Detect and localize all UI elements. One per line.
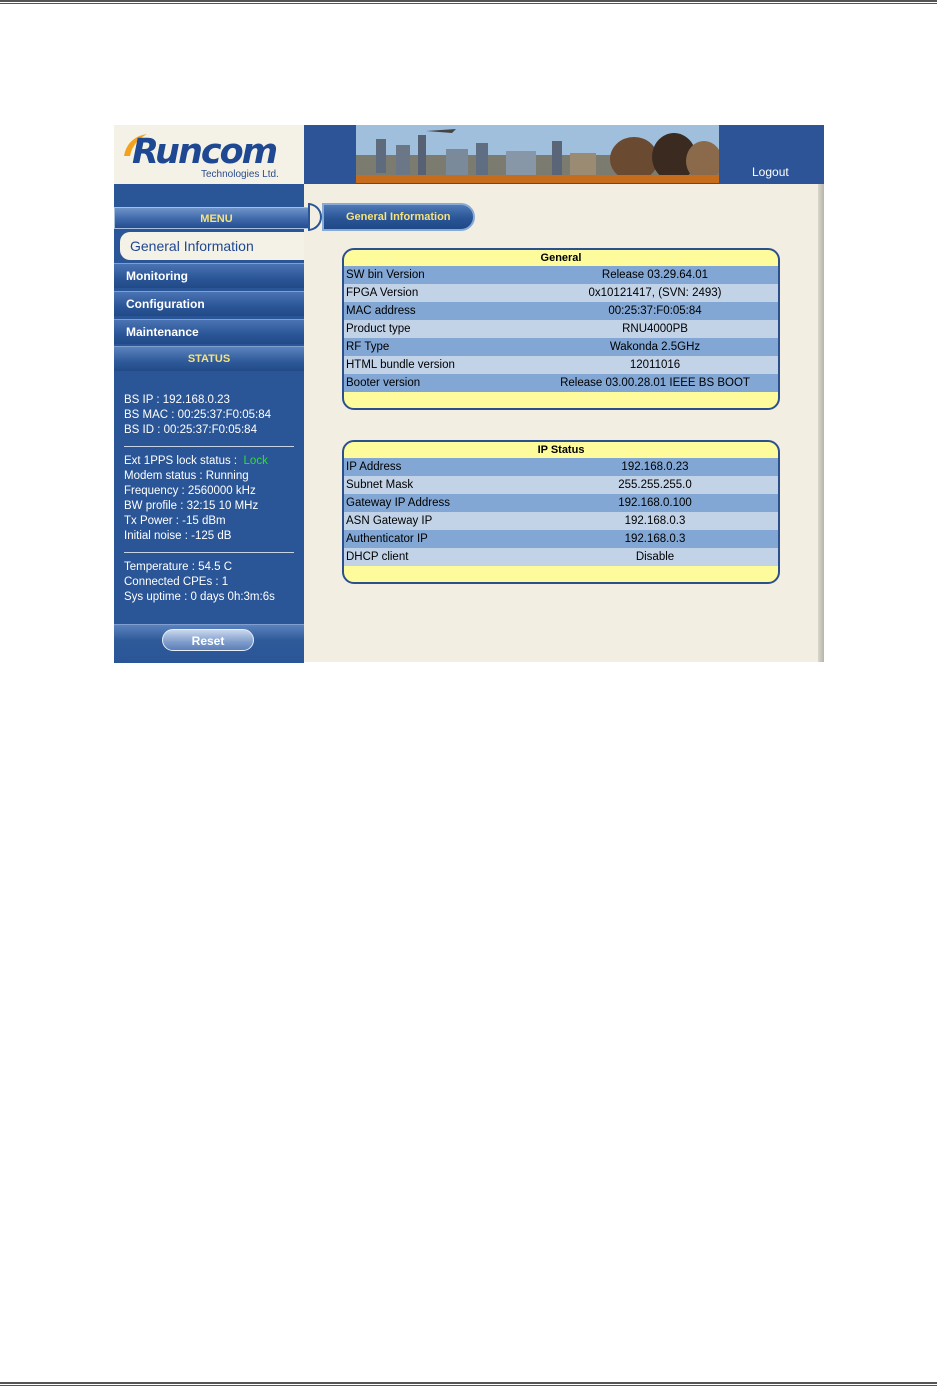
web-ui-window — [114, 125, 824, 662]
panel-footer — [344, 566, 778, 582]
status-divider — [124, 552, 294, 553]
row-key: RF Type — [346, 341, 390, 353]
sys-uptime: Sys uptime : 0 days 0h:3m:6s — [124, 591, 275, 603]
sidebar-item-general-information[interactable]: General Information — [120, 232, 304, 260]
status-divider — [124, 446, 294, 447]
table-row — [344, 374, 778, 392]
row-value: RNU4000PB — [622, 323, 688, 335]
table-row — [344, 494, 778, 512]
row-value: 192.168.0.100 — [618, 497, 692, 509]
page-top-rule — [0, 0, 937, 6]
tx-power: Tx Power : -15 dBm — [124, 515, 226, 527]
reset-bar — [114, 624, 304, 663]
pps-lock-status — [124, 454, 268, 469]
sidebar-item-monitoring[interactable]: Monitoring — [114, 263, 304, 288]
table-row — [344, 338, 778, 356]
initial-noise: Initial noise : -125 dB — [124, 530, 232, 542]
temperature: Temperature : 54.5 C — [124, 561, 233, 573]
row-value: 192.168.0.23 — [621, 461, 689, 473]
radio-status — [124, 454, 268, 544]
row-key: Authenticator IP — [346, 533, 428, 545]
row-key: Gateway IP Address — [346, 497, 450, 509]
row-value: 0x10121417, (SVN: 2493) — [588, 287, 722, 299]
ip-status-panel — [342, 440, 780, 584]
table-row — [344, 320, 778, 338]
row-key: HTML bundle version — [346, 359, 455, 371]
row-key: FPGA Version — [346, 287, 419, 299]
row-key: IP Address — [346, 461, 402, 473]
logout-link[interactable]: Logout — [752, 165, 789, 179]
sidebar-item-configuration[interactable]: Configuration — [114, 291, 304, 316]
table-row — [344, 356, 778, 374]
pps-lock-value: Lock — [243, 455, 268, 467]
row-key: SW bin Version — [346, 269, 425, 281]
row-value: Wakonda 2.5GHz — [609, 341, 701, 353]
modem-status: Modem status : Running — [124, 470, 249, 482]
row-key: Booter version — [346, 377, 421, 389]
table-row — [344, 548, 778, 566]
logo-subtitle: Technologies Ltd. — [201, 169, 279, 180]
banner-image — [356, 125, 719, 183]
reset-button[interactable]: Reset — [162, 629, 254, 651]
menu-header: MENU — [114, 207, 319, 229]
sidebar — [114, 184, 304, 662]
frequency: Frequency : 2560000 kHz — [124, 485, 256, 497]
connected-cpes: Connected CPEs : 1 — [124, 576, 229, 588]
status-header: STATUS — [114, 346, 304, 371]
bs-mac: BS MAC : 00:25:37:F0:05:84 — [124, 409, 272, 421]
page-bottom-rule — [0, 1382, 937, 1388]
bs-ip: BS IP : 192.168.0.23 — [124, 394, 230, 406]
table-row — [344, 476, 778, 494]
table-row — [344, 458, 778, 476]
panel-title: General — [540, 252, 582, 264]
panel-footer — [344, 392, 778, 408]
row-key: Product type — [346, 323, 411, 335]
breadcrumb-notch — [308, 203, 322, 231]
main-content — [304, 184, 824, 662]
row-value: 255.255.255.0 — [618, 479, 692, 491]
row-value: Release 03.00.28.01 IEEE BS BOOT — [560, 377, 750, 389]
row-value: 192.168.0.3 — [624, 515, 686, 527]
row-value: 192.168.0.3 — [624, 533, 686, 545]
sidebar-item-maintenance[interactable]: Maintenance — [114, 319, 304, 344]
content-edge — [818, 184, 824, 662]
row-value: 12011016 — [629, 359, 681, 371]
table-row — [344, 266, 778, 284]
row-value: 00:25:37:F0:05:84 — [608, 305, 702, 317]
table-row — [344, 512, 778, 530]
row-key: Subnet Mask — [346, 479, 414, 491]
row-key: MAC address — [346, 305, 416, 317]
header-banner — [304, 125, 824, 184]
table-row — [344, 302, 778, 320]
system-status — [124, 560, 275, 605]
company-logo — [114, 125, 304, 184]
bs-info — [124, 393, 271, 438]
row-key: ASN Gateway IP — [346, 515, 433, 527]
table-row — [344, 530, 778, 548]
bs-id: BS ID : 00:25:37:F0:05:84 — [124, 424, 257, 436]
bw-profile: BW profile : 32:15 10 MHz — [124, 500, 259, 512]
breadcrumb: General Information — [322, 203, 475, 231]
general-panel — [342, 248, 780, 410]
logo-wordmark: Runcom — [132, 132, 277, 172]
row-value: Disable — [635, 551, 675, 563]
row-key: DHCP client — [346, 551, 409, 563]
row-value: Release 03.29.64.01 — [601, 269, 709, 281]
pps-label: Ext 1PPS lock status : — [124, 455, 238, 467]
panel-title: IP Status — [537, 444, 585, 456]
table-row — [344, 284, 778, 302]
